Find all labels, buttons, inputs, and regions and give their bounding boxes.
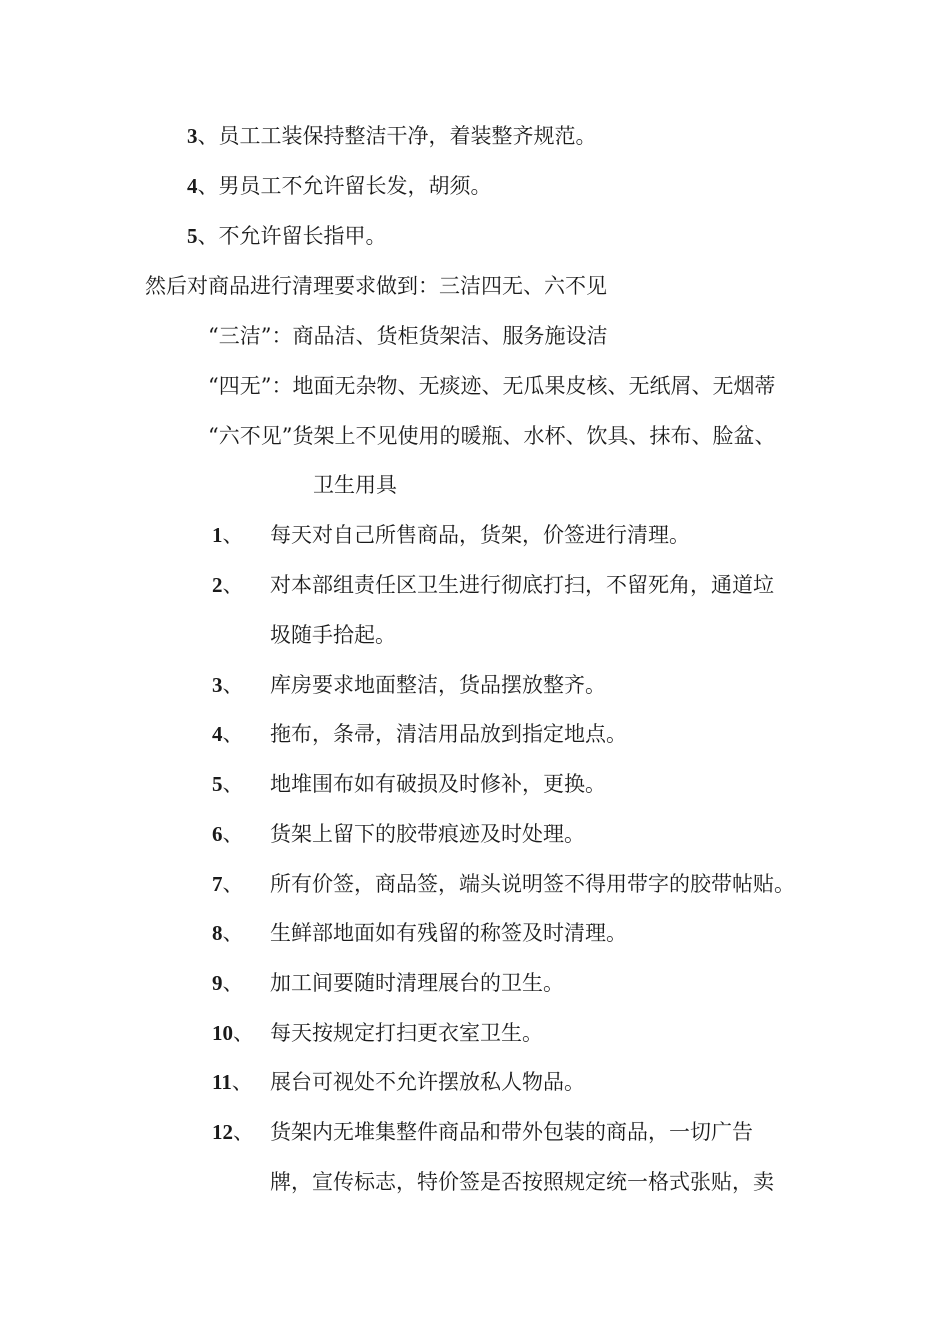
rule-number: 4 <box>187 174 198 198</box>
list-item-text: 货架上留下的胶带痕迹及时处理。 <box>270 822 585 846</box>
list-item-number: 7、 <box>212 872 244 896</box>
list-item-text: 拖布，条帚，清洁用品放到指定地点。 <box>270 722 627 746</box>
list-item-number: 6、 <box>212 822 244 846</box>
list-item-text: 每天按规定打扫更衣室卫生。 <box>270 1021 543 1045</box>
list-item-number: 1、 <box>212 523 244 547</box>
list-item-text: 地堆围布如有破损及时修补，更换。 <box>270 772 606 796</box>
rule-number: 3 <box>187 124 198 148</box>
definition-liubujian: “六不见”货架上不见使用的暖瓶、水杯、饮具、抹布、脸盆、 <box>208 424 776 448</box>
rule-item: 5、不允许留长指甲。 <box>187 224 387 248</box>
definition-sanjie: “三洁”：商品洁、货柜货架洁、服务施设洁 <box>208 324 608 348</box>
list-item-number: 2、 <box>212 573 244 597</box>
list-item-text: 货架内无堆集整件商品和带外包装的商品，一切广告 <box>270 1120 753 1144</box>
list-item-number: 3、 <box>212 673 244 697</box>
list-item-number: 10、 <box>212 1021 254 1045</box>
rule-text: 员工工装保持整洁干净，着装整齐规范。 <box>218 124 597 148</box>
definition-liubujian-continued: 卫生用具 <box>313 473 397 497</box>
intro-paragraph: 然后对商品进行清理要求做到：三洁四无、六不见 <box>145 274 607 298</box>
list-item-text: 加工间要随时清理展台的卫生。 <box>270 971 564 995</box>
list-item-text: 所有价签，商品签，端头说明签不得用带字的胶带帖贴。 <box>270 872 795 896</box>
list-item-number: 9、 <box>212 971 244 995</box>
list-item-number: 5、 <box>212 772 244 796</box>
rule-item: 4、男员工不允许留长发，胡须。 <box>187 174 492 198</box>
list-item-text: 对本部组责任区卫生进行彻底打扫，不留死角，通道垃 <box>270 573 774 597</box>
list-item-text: 库房要求地面整洁，货品摆放整齐。 <box>270 673 606 697</box>
rule-number: 5 <box>187 224 198 248</box>
list-item-text: 每天对自己所售商品，货架，价签进行清理。 <box>270 523 690 547</box>
list-item-number: 8、 <box>212 921 244 945</box>
rule-text: 不允许留长指甲。 <box>218 224 387 248</box>
list-item-text-continued: 圾随手拾起。 <box>270 623 396 647</box>
definition-siwu: “四无”：地面无杂物、无痰迹、无瓜果皮核、无纸屑、无烟蒂 <box>208 374 776 398</box>
list-item-text: 生鲜部地面如有残留的称签及时清理。 <box>270 921 627 945</box>
list-item-number: 4、 <box>212 722 244 746</box>
rule-item: 3、员工工装保持整洁干净，着装整齐规范。 <box>187 124 597 148</box>
list-item-text-continued: 牌，宣传标志，特价签是否按照规定统一格式张贴，卖 <box>270 1170 774 1194</box>
list-item-text: 展台可视处不允许摆放私人物品。 <box>270 1070 585 1094</box>
list-item-number: 12、 <box>212 1120 254 1144</box>
list-item-number: 11、 <box>212 1070 253 1094</box>
rule-text: 男员工不允许留长发，胡须。 <box>218 174 492 198</box>
